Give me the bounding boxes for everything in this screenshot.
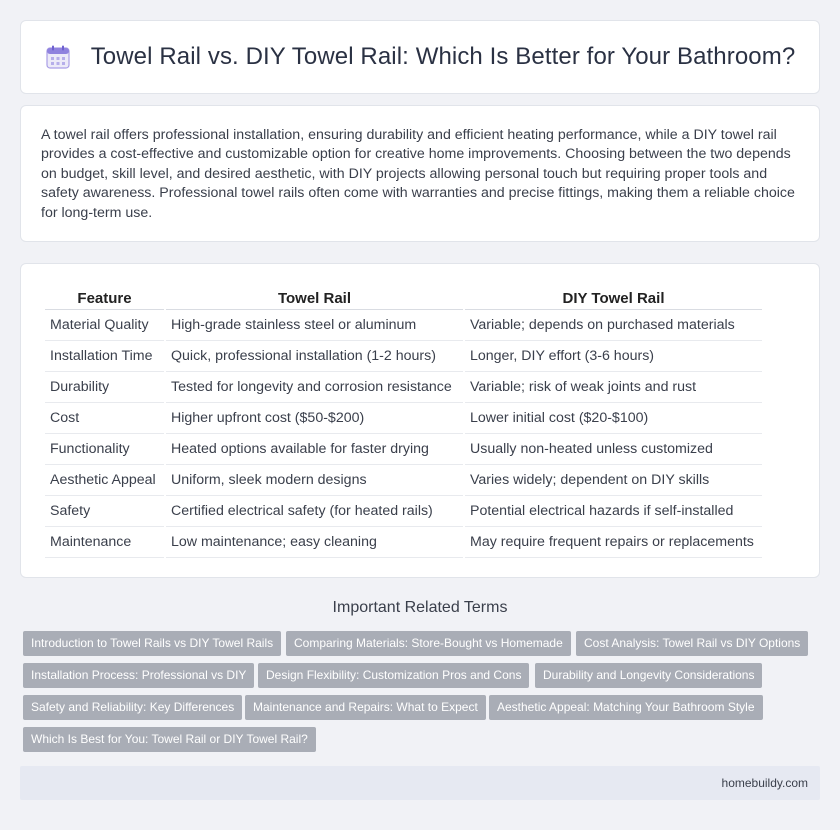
related-tag-link[interactable]: Aesthetic Appeal: Matching Your Bathroom Style	[489, 695, 763, 720]
feature-cell: Durability	[45, 372, 164, 403]
related-tag-link[interactable]: Design Flexibility: Customization Pros and Cons	[258, 663, 529, 688]
table-row	[45, 403, 762, 434]
diy-cell: Usually non-heated unless customized	[465, 434, 762, 465]
related-tag-link[interactable]: Installation Process: Professional vs DIY	[23, 663, 254, 688]
towel-rail-cell: High-grade stainless steel or aluminum	[166, 310, 463, 341]
diy-cell: Lower initial cost ($20-$100)	[465, 403, 762, 434]
related-tag-link[interactable]: Safety and Reliability: Key Differences	[23, 695, 242, 720]
towel-rail-cell: Tested for longevity and corrosion resistance	[166, 372, 463, 403]
calendar-icon	[45, 44, 71, 70]
table-header-row	[45, 284, 762, 310]
feature-cell: Material Quality	[45, 310, 164, 341]
feature-cell: Aesthetic Appeal	[45, 465, 164, 496]
towel-rail-cell: Heated options available for faster drying	[166, 434, 463, 465]
related-tag-link[interactable]: Introduction to Towel Rails vs DIY Towel Rails	[23, 631, 281, 656]
feature-cell: Installation Time	[45, 341, 164, 372]
feature-cell: Cost	[45, 403, 164, 434]
feature-cell: Maintenance	[45, 527, 164, 558]
diy-cell: Varies widely; dependent on DIY skills	[465, 465, 762, 496]
towel-rail-cell: Low maintenance; easy cleaning	[166, 527, 463, 558]
comparison-card	[20, 263, 820, 578]
related-tag-link[interactable]: Durability and Longevity Considerations	[535, 663, 762, 688]
table-row	[45, 341, 762, 372]
table-row	[45, 527, 762, 558]
related-tag-link[interactable]: Which Is Best for You: Towel Rail or DIY Towel Rail?	[23, 727, 316, 752]
footer	[20, 766, 820, 800]
intro-text: A towel rail offers professional installation, ensuring durability and efficient heating performance, while a DIY towel rail provides a cost-effective and customizable option for creative home improvements. Choosing between the two depends on budget, skill level, and desired aesthetic, with DIY projects allowing personal touch but requiring proper tools and safety awareness. Professional towel rails often come with warranties and precise fittings, making them a reliable choice for long-term use.	[41, 127, 795, 221]
feature-cell: Safety	[45, 496, 164, 527]
towel-rail-cell: Quick, professional installation (1-2 hours)	[166, 341, 463, 372]
table-row	[45, 310, 762, 341]
title-card	[20, 20, 820, 94]
intro-card	[20, 105, 820, 242]
page-title: Towel Rail vs. DIY Towel Rail: Which Is Better for Your Bathroom?	[90, 43, 796, 70]
diy-cell: Variable; depends on purchased materials	[465, 310, 762, 341]
related-tag-link[interactable]: Comparing Materials: Store-Bought vs Homemade	[286, 631, 571, 656]
towel-rail-cell: Certified electrical safety (for heated rails)	[166, 496, 463, 527]
related-tag-link[interactable]: Cost Analysis: Towel Rail vs DIY Options	[576, 631, 808, 656]
diy-cell: May require frequent repairs or replacements	[465, 527, 762, 558]
related-tag-link[interactable]: Maintenance and Repairs: What to Expect	[245, 695, 486, 720]
towel-rail-cell: Uniform, sleek modern designs	[166, 465, 463, 496]
diy-cell: Longer, DIY effort (3-6 hours)	[465, 341, 762, 372]
table-row	[45, 434, 762, 465]
diy-cell: Potential electrical hazards if self-installed	[465, 496, 762, 527]
related-terms-title: Important Related Terms	[332, 599, 508, 616]
diy-cell: Variable; risk of weak joints and rust	[465, 372, 762, 403]
header-towel-rail: Towel Rail	[166, 284, 463, 310]
header-feature: Feature	[45, 284, 164, 310]
comparison-table	[43, 284, 764, 558]
footer-site-link[interactable]: homebuildy.com	[721, 776, 808, 790]
table-row	[45, 496, 762, 527]
table-row	[45, 465, 762, 496]
header-diy-towel-rail: DIY Towel Rail	[465, 284, 762, 310]
feature-cell: Functionality	[45, 434, 164, 465]
table-row	[45, 372, 762, 403]
towel-rail-cell: Higher upfront cost ($50-$200)	[166, 403, 463, 434]
